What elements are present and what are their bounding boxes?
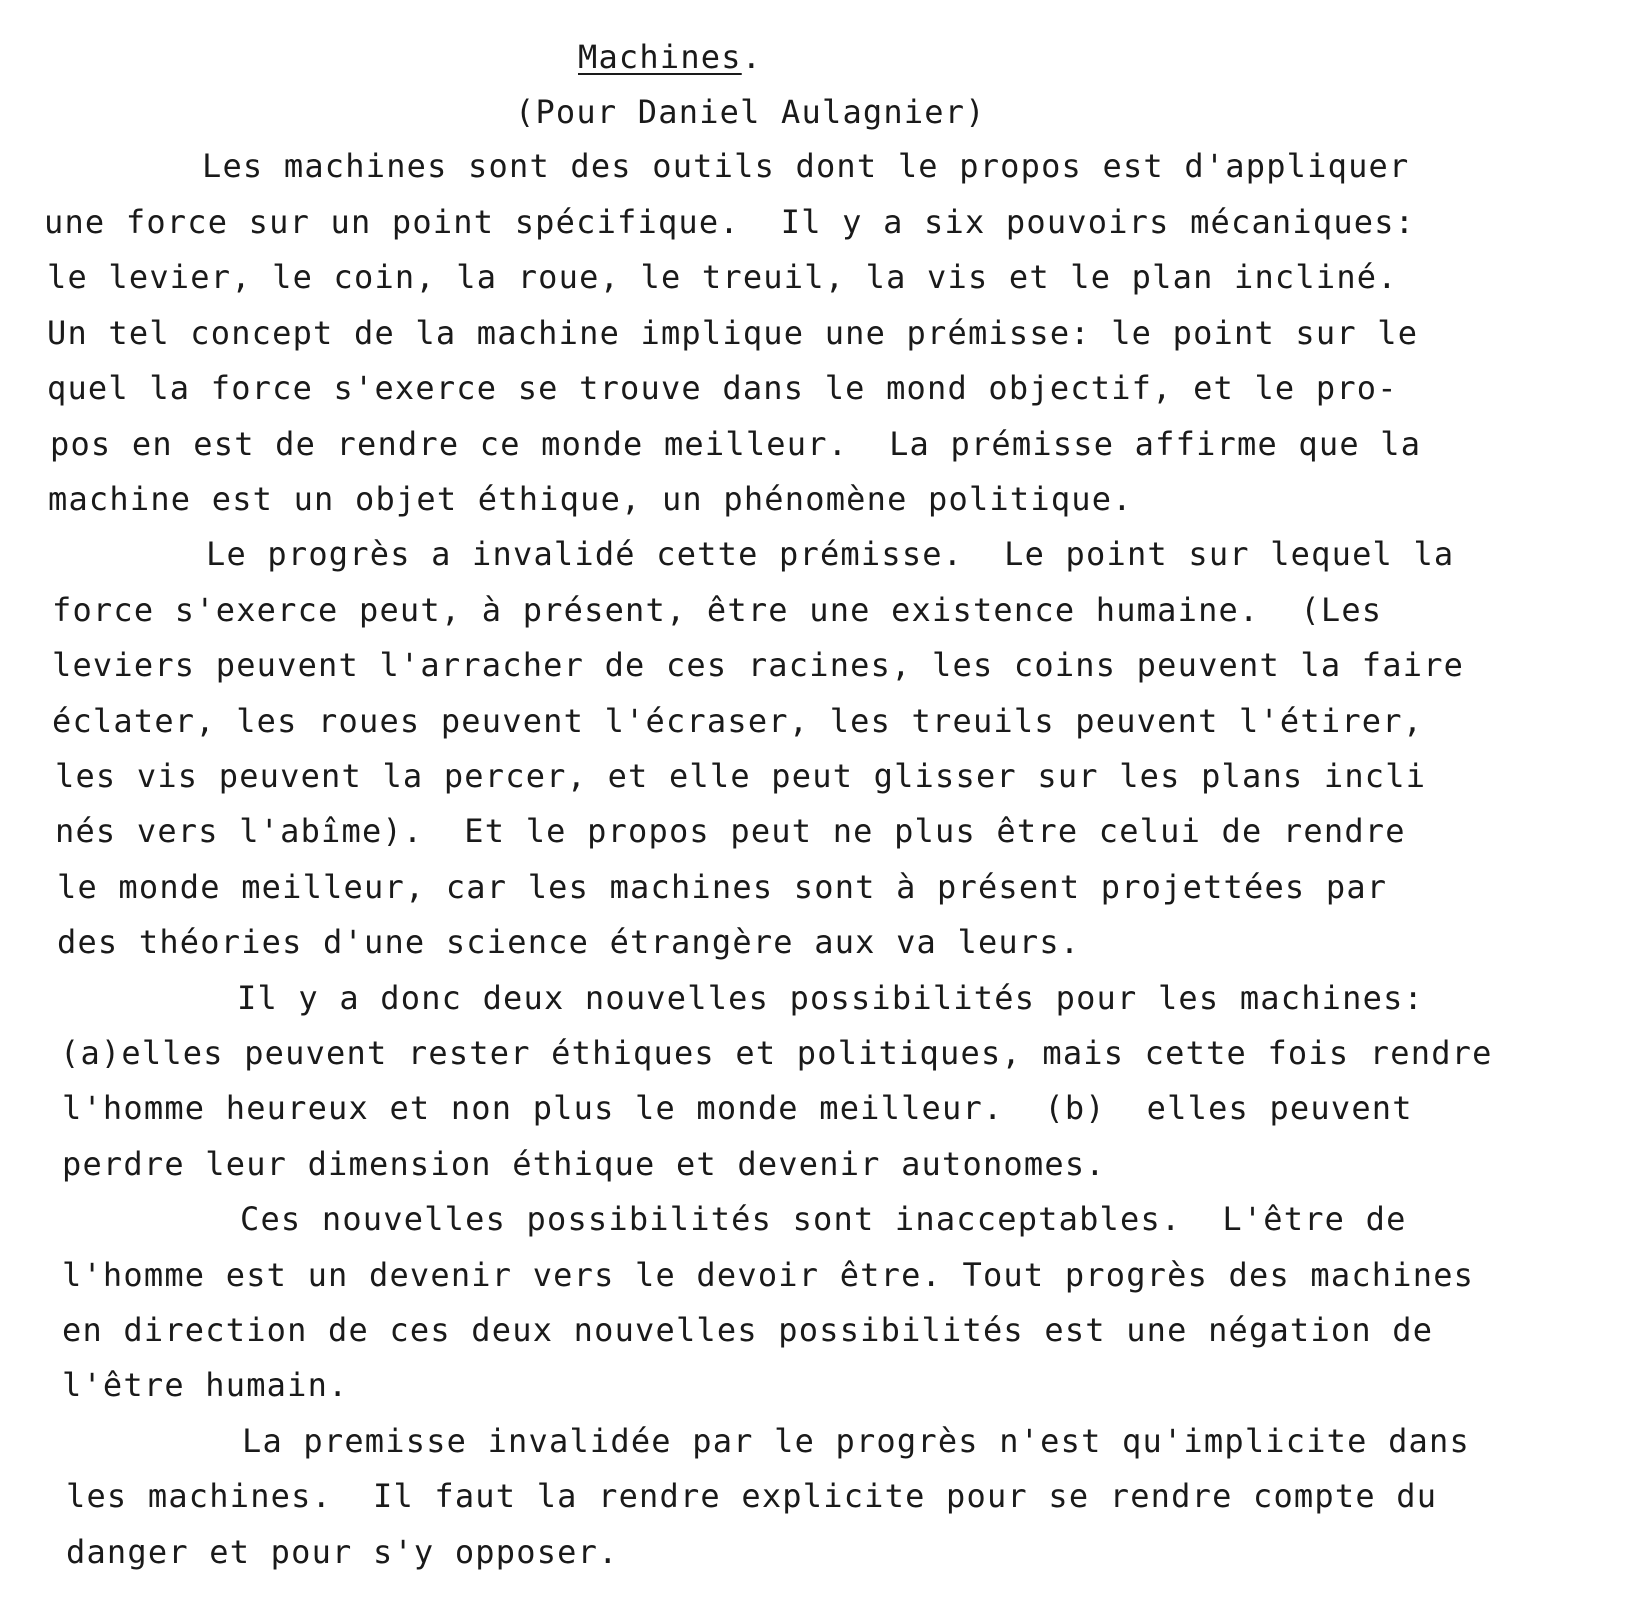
text-line: perdre leur dimension éthique et devenir autonomes. — [62, 1145, 1106, 1183]
text-line: les machines. Il faut la rendre explicite pour se rendre compte du — [66, 1477, 1438, 1515]
document-title-text: Machines — [578, 38, 742, 76]
text-line: Un tel concept de la machine implique une prémisse: le point sur le — [47, 314, 1419, 352]
text-line: des théories d'une science étrangère aux va leurs. — [57, 923, 1081, 961]
text-line: Ces nouvelles possibilités sont inacceptables. L'être de — [240, 1200, 1407, 1238]
text-line: pos en est de rendre ce monde meilleur. La prémisse affirme que la — [50, 425, 1422, 463]
text-line: l'homme est un devenir vers le devoir être. Tout progrès des machines — [62, 1256, 1475, 1294]
text-line: l'être humain. — [62, 1366, 349, 1404]
text-line: une force sur un point spécifique. Il y a six pouvoirs mécaniques: — [44, 203, 1416, 241]
text-line: le monde meilleur, car les machines sont à présent projettées par — [57, 868, 1388, 906]
text-line: Le progrès a invalidé cette prémisse. Le point sur lequel la — [206, 535, 1455, 573]
document-title-period: . — [741, 38, 763, 76]
text-line: machine est un objet éthique, un phénomène politique. — [48, 480, 1133, 518]
text-line: en direction de ces deux nouvelles possibilités est une négation de — [62, 1311, 1434, 1349]
text-line: nés vers l'abîme). Et le propos peut ne plus être celui de rendre — [55, 812, 1406, 850]
document-subtitle: (Pour Daniel Aulagnier) — [515, 93, 986, 131]
text-line: les vis peuvent la percer, et elle peut glisser sur les plans incli — [55, 757, 1427, 795]
text-line: (a)elles peuvent rester éthiques et politiques, mais cette fois rendre — [60, 1034, 1493, 1072]
text-line: danger et pour s'y opposer. — [66, 1533, 619, 1571]
text-line: éclater, les roues peuvent l'écraser, les treuils peuvent l'étirer, — [52, 702, 1424, 740]
text-line: La premisse invalidée par le progrès n'est qu'implicite dans — [242, 1422, 1470, 1460]
text-line: l'homme heureux et non plus le monde meilleur. (b) elles peuvent — [62, 1089, 1413, 1127]
text-line: Il y a donc deux nouvelles possibilités pour les machines: — [237, 979, 1425, 1017]
text-line: force s'exerce peut, à présent, être une existence humaine. (Les — [52, 591, 1383, 629]
text-line: Les machines sont des outils dont le propos est d'appliquer — [202, 147, 1410, 185]
text-line: le levier, le coin, la roue, le treuil, la vis et le plan incliné. — [47, 258, 1398, 296]
document-title — [578, 38, 762, 76]
text-line: leviers peuvent l'arracher de ces racines, les coins peuvent la faire — [52, 646, 1465, 684]
text-line: quel la force s'exerce se trouve dans le mond objectif, et le pro- — [47, 369, 1398, 407]
